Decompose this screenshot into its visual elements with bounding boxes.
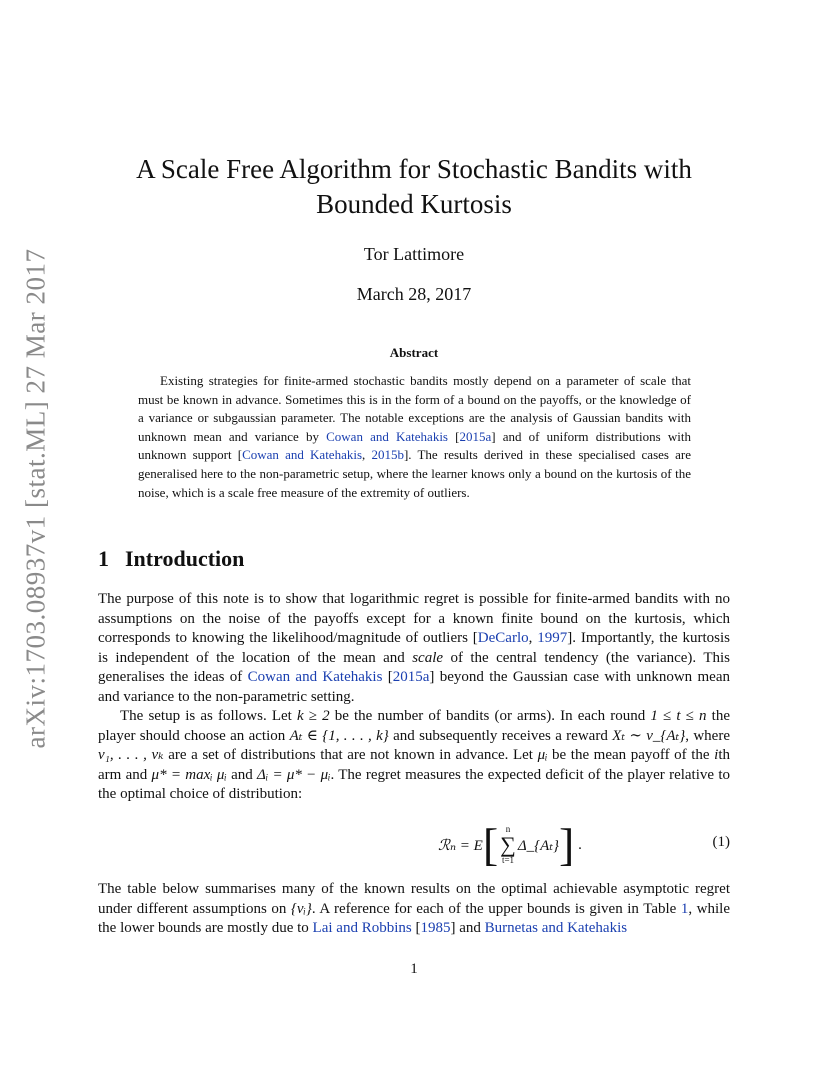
date: March 28, 2017 (356, 284, 472, 304)
page-number: 1 (410, 961, 418, 977)
table-ref-1[interactable]: 1 (680, 900, 689, 917)
cite-year-2015b[interactable]: 2015b (371, 447, 404, 463)
cite-cowan-katehakis-c[interactable]: Cowan and Katehakis (247, 669, 383, 685)
abstract-heading: Abstract (389, 345, 439, 360)
abstract-body: Existing strategies for finite-armed stochastic bandits mostly depend on a parameter of scale that must be known in advance. Sometimes this is in the form of a bound on the payoffs, or the knowledge of a variance or subgaussian parameter. The notable exceptions are the analysis of Gaussian bandits with unknown mean and variance by Cowan and Katehakis [2015a] and of uniform distributions with unknown support [Cowan and Katehakis, 2015b]. The results derived in these specialised cases are generalised here to the non-parametric setup, where the learner knows only a bound on the kurtosis of the noise, which is a scale free measure of the extremity of outliers. (138, 373, 691, 500)
left-bracket: [ (482, 819, 499, 870)
cite-year-1997[interactable]: 1997 (537, 630, 568, 646)
summation: n ∑ t=1 (500, 824, 516, 865)
paragraph-1: The purpose of this note is to show that logarithmic regret is possible for finite-armed bandits with no assumptions on the noise of the payoffs except for a known finite bound on the kurtosis, which corresponds to knowing the likelihood/magnitude of outliers [DeCarlo, 1997]. Importantly, the kurtosis is independent of the location of the mean and scale of the central tendency (the variance). This generalises the ideas of Cowan and Katehakis [2015a] beyond the Gaussian case with unknown mean and variance to the non-parametric setting. (98, 591, 731, 705)
equation-number: (1) (712, 834, 730, 850)
sum-upper-limit: n (505, 824, 511, 834)
right-bracket: ] (559, 819, 575, 870)
equation-lhs: ℛₙ = E (438, 837, 483, 854)
arxiv-stamp-text: arXiv:1703.08937v1 [stat.ML] 27 Mar 2017 (20, 248, 51, 748)
cite-year-2015a[interactable]: 2015a (459, 428, 492, 444)
cite-lai-robbins[interactable]: Lai and Robbins (312, 920, 412, 936)
cite-cowan-katehakis-a[interactable]: Cowan and Katehakis (326, 428, 448, 444)
cite-cowan-katehakis-b[interactable]: Cowan and Katehakis (242, 447, 363, 463)
equation-regret: ℛₙ = E [ n ∑ t=1 Δ_{Aₜ} ] . (1) (438, 819, 730, 870)
section-title: Introduction (125, 546, 245, 571)
section-number: 1 (98, 546, 109, 571)
sum-lower-limit: t=1 (501, 855, 515, 865)
cite-burnetas-katehakis[interactable]: Burnetas and Katehakis (484, 920, 628, 936)
paragraph-2: The setup is as follows. Let k ≥ 2 be the number of bandits (or arms). In each round 1 ≤ t ≤ n the player should choose an action Aₜ ∈ {1, . . . , k} and subsequently receives a reward Xₜ ∼ ν_{Aₜ}, where ν₁, . . . , νₖ are a set of distributions that are not known in advance. Let μᵢ be the mean payoff of the ith arm and μ* = maxᵢ μᵢ and Δᵢ = μ* − μᵢ. The regret measures the expected deficit of the player relative to the optimal choice of distribution: (98, 708, 730, 802)
paragraph-3: The table below summarises many of the known results on the optimal achievable asymptotic regret under different assumptions on {νᵢ}. A reference for each of the upper bounds is given in Table 1, while the lower bounds are mostly due to Lai and Robbins [1985] and Burnetas and Katehakis (98, 881, 730, 936)
cite-year-2015a-2[interactable]: 2015a (392, 669, 430, 685)
cite-year-1985[interactable]: 1985 (420, 920, 451, 936)
section-heading (98, 546, 244, 572)
paper-title: A Scale Free Algorithm for Stochastic Bandits with Bounded Kurtosis (136, 154, 692, 219)
arxiv-stamp (22, 248, 50, 748)
sum-term: Δ_{Aₜ} (517, 837, 560, 854)
author: Tor Lattimore (363, 244, 465, 264)
cite-decarlo[interactable]: DeCarlo (477, 630, 529, 646)
